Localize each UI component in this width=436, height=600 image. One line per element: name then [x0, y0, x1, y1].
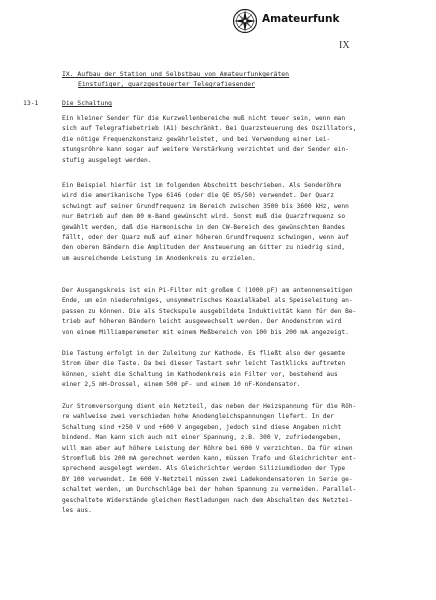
paragraph-line: geschaltete Widerstände gleichen Restladungen nach dem Abschalten des Netztei- [62, 496, 353, 504]
paragraph-line: trieb auf höheren Bändern leicht ausgewechselt werden. Der Anodenstrom wird [62, 318, 342, 326]
paragraph-line: um ausreichende Leistung im Anodenkreis zu erzielen. [62, 254, 256, 262]
paragraph-line: von einem Milliamperemeter mit einem Meßbereich von 100 bis 200 mA angezeigt. [62, 328, 349, 336]
paragraph-line: gewählt werden, daß die Harmonische in den CW-Bereich des gewünschten Bandes [62, 223, 346, 231]
paragraph-line: schwingt auf seiner Grundfrequenz im Bereich zwischen 3500 bis 3600 kHz, wenn [62, 202, 349, 210]
paragraph-line: können, sieht die Schaltung im Kathodenkreis ein Filter vor, bestehend aus [62, 370, 338, 378]
paragraph-line: Ein Beispiel hierfür ist im folgenden Abschnitt beschrieben. Als Senderöhre [62, 182, 342, 189]
paragraph-line: einer 2,5 mH-Drossel, einem 500 pF- und einem 10 nF-Kondensator. [62, 381, 301, 389]
paragraph-line: Ende, um ein niederohmiges, unsymmetrisches Koaxialkabel als Speiseleitung an- [62, 297, 353, 305]
paragraph-line: schaltet werden, um Durchschläge bei der hohen Spannung zu vermeiden. Parallel- [62, 486, 357, 494]
paragraph-line: bindend. Man kann sich auch mit einer Spannung, z.B. 300 V, zufriedengeben, [62, 434, 342, 442]
section-number-label: 13-1 [23, 99, 39, 107]
chapter-subtitle: Einstufiger, quarzgesteuerter Telegrafiesender [78, 80, 255, 88]
brand-name: Amateurfunk [262, 13, 340, 25]
paragraph-line: Die Tastung erfolgt in der Zuleitung zur Kathode. Es fließt also der gesamte [62, 350, 346, 357]
paragraph-line: den oberen Bändern die Amplituden der Ansteuerung am Gitter zu niedrig sind, [62, 244, 346, 252]
section-number: IX [339, 40, 350, 51]
paragraph-line: sich auf Telegrafiebetrieb (A1) beschränkt. Bei Quarzsteuerung des Oszillators, [62, 125, 357, 133]
paragraph-line: BY 100 verwendet. Im 600 V-Netzteil müssen zwei Ladekondensatoren in Serie ge- [62, 475, 353, 483]
paragraph-line: stungsröhre kann sogar auf weitere Verstärkung verzichtet und der Sender ein- [62, 146, 349, 154]
paragraph-line: Stromfluß bis 200 mA gerechnet werden kann, müssen Trafo und Gleichrichter ent- [62, 455, 357, 463]
paragraph-line: will man aber auf höhere Leistung der Röhre bei 600 V verzichten. Da für einen [62, 444, 353, 452]
paragraph-5 [62, 402, 432, 516]
section-heading: Die Schaltung [62, 99, 113, 107]
paragraph-line: Ein kleiner Sender für die Kurzwellenbereiche muß nicht teuer sein, wenn man [62, 115, 346, 122]
paragraph-line: nur Betrieb auf dem 80 m-Band gewünscht wird. Sonst muß die Quarzfrequenz so [62, 213, 346, 221]
paragraph-line: fällt, oder der Quarz muß auf einer höheren Grundfrequenz schwingen, wenn auf [62, 234, 349, 242]
paragraph-line: Strom über die Taste. Da bei dieser Tastart sehr leicht Tastklicks auftreten [62, 360, 346, 368]
paragraph-line: Schaltung sind +250 V und +600 V angegeben, jedoch sind diese Angaben nicht [62, 423, 342, 431]
paragraph-1 [62, 114, 432, 166]
paragraph-line: Zur Stromversorgung dient ein Netzteil, das neben der Heizspannung für die Röh- [62, 403, 357, 410]
paragraph-line: die nötige Frequenzkonstanz gewährleistet, und bei Verwendung einer Lei- [62, 135, 331, 143]
paragraph-4 [62, 349, 432, 391]
paragraph-line: Der Ausgangskreis ist ein Pi-Filter mit großem C (1000 pF) am antennenseitigen [62, 287, 353, 294]
paragraph-line: re wahlweise zwei verschieden hohe Anodengleichspannungen liefert. In der [62, 413, 334, 421]
paragraph-line: stufig ausgelegt werden. [62, 156, 152, 164]
paragraph-2 [62, 181, 432, 264]
compass-logo-icon [232, 8, 258, 34]
paragraph-line: sprechend ausgelegt werden. Als Gleichrichter werden Siliziumdioden der Type [62, 465, 346, 473]
paragraph-line: passen zu können. Die als Steckspule ausgebildete Induktivität kann für den Be- [62, 307, 357, 315]
paragraph-line: les aus. [62, 507, 92, 515]
paragraph-3 [62, 286, 432, 338]
chapter-title: IX. Aufbau der Station und Selbstbau von Amateurfunkgeräten [62, 70, 290, 78]
paragraph-line: wird die amerikanische Type 6146 (oder die QE 05/50) verwendet. Der Quarz [62, 192, 334, 200]
